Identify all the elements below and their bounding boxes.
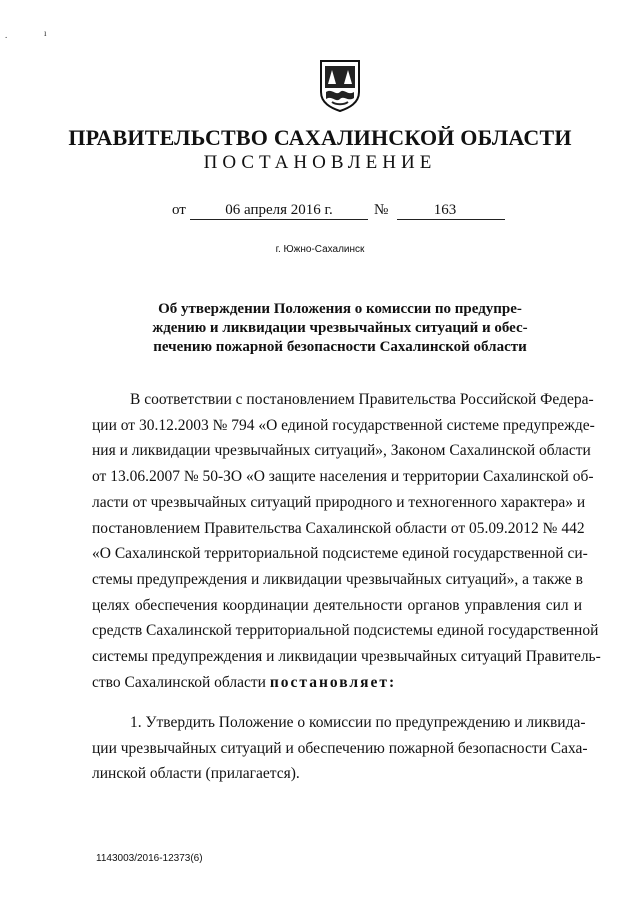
preamble-line: «О Сахалинской территориальной подсистеме единой государственной си- (92, 545, 588, 563)
document-code: 1143003/2016-12373(6) (96, 853, 203, 864)
scan-mark: ı (44, 28, 47, 38)
date-underline (190, 219, 368, 220)
sakhalin-coat-of-arms-icon (318, 58, 362, 112)
item-line: ции чрезвычайных ситуаций и обеспечению пожарной безопасности Саха- (92, 739, 588, 757)
preamble-line: постановлением Правительства Сахалинской области от 05.09.2012 № 442 (92, 519, 585, 537)
resolves-word: постановляет: (269, 673, 397, 691)
item-line: линской области (прилагается). (92, 765, 300, 783)
number-underline (397, 219, 505, 220)
item-1-paragraph (92, 710, 588, 787)
city-line: г. Южно-Сахалинск (275, 244, 365, 255)
preamble-line: ния и ликвидации чрезвычайных ситуаций», Законом Сахалинской области (92, 442, 591, 460)
preamble-line: ласти от чрезвычайных ситуаций природного и техногенного характера» и (92, 493, 586, 511)
preamble-line-last (92, 670, 582, 696)
decree-subject (130, 300, 550, 357)
preamble-line: ции от 30.12.2003 № 794 «О единой государственной системе предупрежде- (92, 416, 595, 434)
number-label: № (374, 202, 389, 218)
preamble-paragraph (92, 387, 601, 695)
preamble-line: стемы предупреждения и ликвидации чрезвычайных ситуаций», а также в (92, 570, 583, 588)
subject-line: ждению и ликвидации чрезвычайных ситуаций и обес- (152, 320, 528, 336)
decree-date: 06 апреля 2016 г. (225, 202, 333, 218)
preamble-line: от 13.06.2007 № 50-ЗО «О защите населения и территории Сахалинской об- (92, 468, 594, 486)
date-label: от (172, 202, 186, 218)
preamble-text: ство Сахалинской области (92, 673, 270, 691)
decree-number: 163 (433, 202, 457, 218)
document-type-title: ПОСТАНОВЛЕНИЕ (203, 152, 437, 173)
subject-line: печению пожарной безопасности Сахалинской области (153, 339, 527, 355)
preamble-line: системы предупреждения и ликвидации чрезвычайных ситуаций Правитель- (92, 648, 601, 666)
government-title: ПРАВИТЕЛЬСТВО САХАЛИНСКОЙ ОБЛАСТИ (68, 125, 572, 150)
preamble-line: целях обеспечения координации деятельности органов управления сил и (92, 596, 582, 614)
date-number-row (0, 202, 640, 226)
preamble-line: В соответствии с постановлением Правительства Российской Федера- (130, 391, 594, 408)
scan-mark: . (5, 30, 8, 40)
subject-line: Об утверждении Положения о комиссии по предупре- (158, 301, 522, 317)
item-line: 1. Утвердить Положение о комиссии по предупреждению и ликвида- (130, 714, 586, 731)
preamble-line: средств Сахалинской территориальной подсистемы единой государственной (92, 622, 599, 640)
